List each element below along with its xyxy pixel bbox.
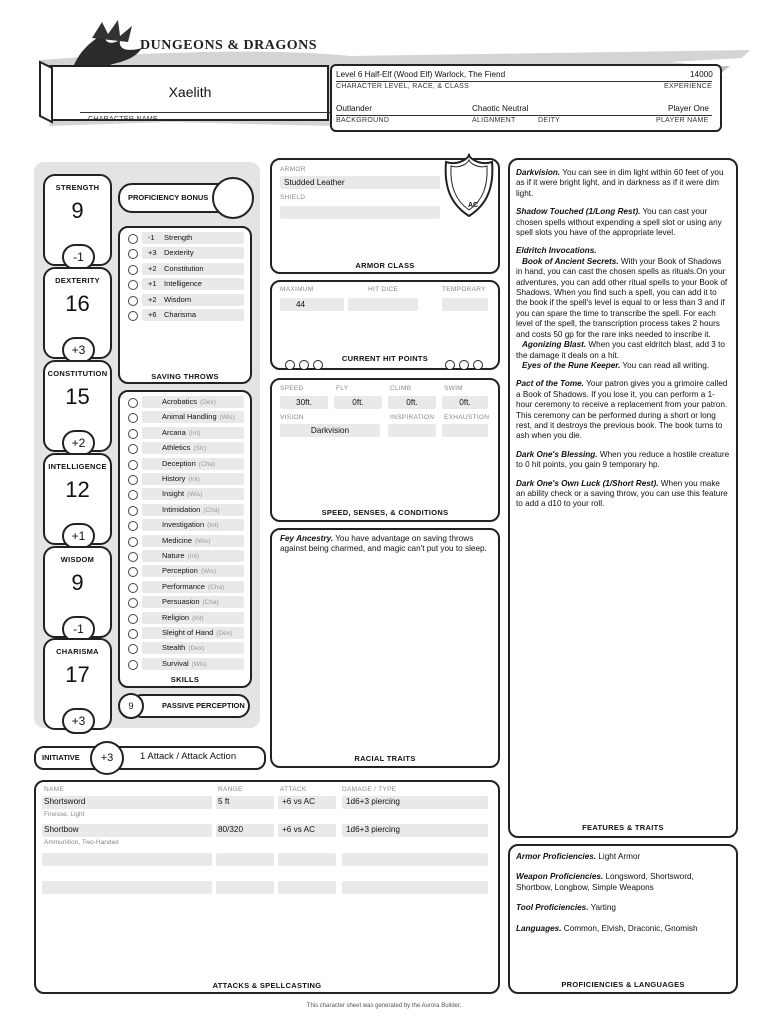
feature-text: With your Book of Shadows in hand, you can cast the chosen spells as rituals.On your adventures, you can add other ritual spells to your Book of Shadows. When you find such a spell, you can add it to the book if the spell's level is equal to or less than 3 and if you can spare the time to transcribe the spell. For each level of the spell, the transcription process takes 2 hours and costs 50 gp for the rare inks needed to inscribe it.	[516, 256, 728, 339]
attack-name[interactable]: Shortbow	[44, 825, 79, 834]
attack-name[interactable]	[42, 881, 212, 894]
attack-properties: Finesse, Light	[44, 811, 85, 818]
background-value[interactable]: Outlander	[336, 104, 372, 113]
exhaustion-label: EXHAUSTION	[444, 414, 490, 421]
feature-text: You can cast your chosen spells without expending a spell slot or using any spell slots you have of the appropriate level.	[516, 207, 722, 238]
proficiency-circle-icon[interactable]	[128, 644, 138, 654]
speed-title: SPEED, SENSES, & CONDITIONS	[321, 508, 449, 517]
skill-name: Survival	[162, 658, 189, 668]
armor-label: ARMOR	[280, 166, 306, 173]
racial-traits-title: RACIAL TRAITS	[354, 754, 416, 763]
inspiration-label: INSPIRATION	[390, 414, 435, 421]
skill-row[interactable]	[126, 580, 244, 593]
armor-class-title: ARMOR CLASS	[355, 261, 415, 270]
class-line[interactable]: Level 6 Half-Elf (Wood Elf) Warlock, The Fiend	[336, 70, 506, 79]
climb-value[interactable]: 0ft.	[388, 396, 436, 409]
skill-name: Arcana	[162, 427, 186, 437]
logo-text: DUNGEONS & DRAGONS	[140, 38, 318, 53]
ability-score[interactable]: 15	[65, 384, 90, 409]
ability-name: CONSTITUTION	[47, 369, 108, 378]
proficiency-bonus-label: PROFICIENCY BONUS	[128, 193, 209, 202]
proficiency-circle-icon[interactable]	[128, 567, 138, 577]
ability-intelligence	[43, 453, 112, 545]
vision-label: VISION	[280, 414, 304, 421]
saving-throws-panel	[118, 226, 252, 384]
ability-wisdom	[43, 546, 112, 638]
proficiency-circle-icon[interactable]	[128, 552, 138, 562]
skill-row[interactable]	[126, 564, 244, 577]
attack-header-damage: DAMAGE / TYPE	[342, 786, 397, 793]
max-hp-label: MAXIMUM	[280, 286, 314, 293]
ability-score[interactable]: 16	[65, 291, 90, 316]
attack-name[interactable]: Shortsword	[44, 797, 86, 806]
ability-modifier: +1	[62, 523, 95, 549]
proficiency-circle-icon[interactable]	[128, 398, 138, 408]
ability-dexterity	[43, 267, 112, 359]
shield-value[interactable]	[280, 206, 440, 219]
ability-strength	[43, 174, 112, 266]
shield-label: SHIELD	[280, 194, 306, 201]
skill-ability: (Dex)	[188, 645, 205, 653]
skill-row[interactable]	[126, 441, 244, 454]
feature-heading: Book of Ancient Secrets.	[522, 256, 619, 266]
ability-modifier: +3	[62, 337, 95, 363]
skill-name: Stealth	[162, 643, 186, 653]
proficiency-circle-icon[interactable]	[128, 460, 138, 470]
skill-row[interactable]	[126, 534, 244, 547]
exhaustion-value[interactable]	[442, 424, 488, 437]
initiative-value[interactable]: +3	[90, 741, 124, 775]
skill-row[interactable]	[126, 518, 244, 531]
skill-ability: (Wis)	[195, 537, 211, 545]
character-name-label: CHARACTER NAME	[88, 116, 158, 123]
vision-value[interactable]: Darkvision	[280, 424, 380, 437]
attack-bonus[interactable]	[278, 853, 336, 866]
skill-row[interactable]	[126, 457, 244, 470]
attack-damage[interactable]	[342, 881, 488, 894]
skill-ability: (Wis)	[200, 568, 217, 576]
armor-class-panel	[270, 158, 500, 274]
feature-text: You can read all writing.	[620, 360, 710, 370]
saving-throw-row[interactable]: +2 Wisdom	[126, 293, 244, 306]
proficiency-circle-icon[interactable]	[128, 265, 138, 275]
attack-header-range: RANGE	[218, 786, 243, 793]
character-name[interactable]: Xaelith	[168, 84, 212, 100]
ability-constitution	[43, 360, 112, 452]
skill-ability: (Str)	[193, 445, 206, 453]
experience-label: EXPERIENCE	[664, 83, 713, 90]
ability-name: STRENGTH	[55, 183, 100, 192]
proficiency-circle-icon[interactable]	[128, 429, 138, 439]
proficiency-text: Light Armor	[596, 852, 641, 861]
swim-label: SWIM	[444, 385, 463, 392]
proficiency-circle-icon[interactable]	[128, 475, 138, 485]
skill-ability: (Cha)	[203, 506, 220, 514]
skill-row[interactable]	[126, 410, 244, 423]
proficiency-heading: Armor Proficiencies.	[516, 852, 597, 861]
proficiency-bonus-value[interactable]	[212, 177, 254, 219]
speed-label: SPEED	[280, 385, 304, 392]
temp-hp-label: TEMPORARY	[442, 286, 486, 293]
ability-name: INTELLIGENCE	[48, 462, 107, 471]
speed-value[interactable]: 30ft.	[280, 396, 328, 409]
climb-label: CLIMB	[390, 385, 412, 392]
saving-throws-title: SAVING THROWS	[151, 372, 219, 381]
skill-ability: (Wis)	[219, 414, 235, 422]
ability-name: CHARISMA	[56, 647, 99, 656]
ability-score[interactable]: 9	[71, 570, 84, 595]
skill-name: Perception	[162, 566, 198, 576]
saving-throw-row[interactable]: +1 Intelligence	[126, 277, 244, 290]
hit-dice-label: HIT DICE	[368, 286, 399, 293]
feature-heading: Shadow Touched (1/Long Rest).	[516, 207, 641, 217]
ability-score[interactable]: 12	[65, 477, 90, 502]
skill-name: Religion	[162, 612, 190, 622]
skill-ability: (Cha)	[207, 583, 225, 591]
proficiency-circle-icon[interactable]	[128, 413, 138, 423]
death-save-failures-icon[interactable]	[444, 359, 486, 371]
shield-icon	[442, 152, 496, 220]
footer-note: This character sheet was generated by the Aurora Builder.	[306, 1003, 462, 1009]
skill-name: Sleight of Hand	[162, 628, 214, 637]
experience-value[interactable]: 14000	[690, 70, 713, 79]
skill-row[interactable]	[126, 657, 244, 670]
attack-bonus[interactable]: +6 vs AC	[282, 797, 315, 806]
attack-range[interactable]: 80/320	[218, 825, 244, 834]
skills-title: SKILLS	[170, 675, 200, 684]
deity-label: DEITY	[538, 117, 561, 124]
proficiency-text: Common, Elvish, Draconic, Gnomish	[561, 923, 698, 933]
inspiration-value[interactable]	[388, 424, 436, 437]
feature-heading: Eyes of the Rune Keeper.	[522, 360, 621, 370]
proficiencies-panel	[508, 844, 738, 994]
proficiency-circle-icon[interactable]	[128, 506, 138, 516]
alignment-value[interactable]: Chaotic Neutral	[472, 104, 529, 113]
skill-ability: (Dex)	[200, 399, 216, 406]
current-hp-title: CURRENT HIT POINTS	[341, 354, 429, 363]
ability-score[interactable]: 17	[65, 662, 90, 687]
background-label: BACKGROUND	[336, 117, 390, 124]
attack-range[interactable]	[216, 881, 274, 894]
max-hp-value[interactable]: 44	[280, 298, 344, 311]
proficiency-circle-icon[interactable]	[128, 598, 138, 608]
proficiency-circle-icon[interactable]	[128, 614, 138, 624]
skill-ability: (Dex)	[216, 630, 233, 637]
attack-bonus[interactable]	[278, 881, 336, 894]
armor-value[interactable]: Studded Leather	[280, 176, 440, 189]
feature-heading: Dark One's Own Luck (1/Short Rest).	[516, 478, 659, 488]
skill-row[interactable]	[126, 503, 244, 516]
speed-panel	[270, 378, 500, 522]
proficiency-circle-icon[interactable]	[128, 280, 138, 290]
hit-dice-value[interactable]	[348, 298, 418, 311]
proficiency-heading: Weapon Proficiencies.	[516, 872, 604, 882]
skill-row[interactable]	[126, 472, 244, 485]
feature-heading: Agonizing Blast.	[522, 340, 587, 350]
saving-throw-row[interactable]: +3 Dexterity	[126, 246, 244, 259]
skill-ability: (Int)	[187, 553, 200, 560]
proficiency-circle-icon[interactable]	[128, 629, 138, 639]
temp-hp-value[interactable]	[442, 298, 488, 311]
passive-perception-value[interactable]: 9	[118, 693, 144, 719]
skill-row[interactable]	[126, 395, 244, 408]
attack-damage[interactable]: 1d6+3 piercing	[346, 825, 400, 834]
attacks-per-action: 1 Attack / Attack Action	[140, 751, 237, 762]
proficiency-circle-icon[interactable]	[128, 583, 138, 593]
racial-trait-heading: Fey Ancestry.	[280, 534, 334, 543]
skill-name: Performance	[162, 581, 205, 591]
skill-ability: (Wis)	[191, 660, 207, 668]
player-name-label: PLAYER NAME	[656, 117, 709, 124]
skill-ability: (Cha)	[202, 599, 219, 607]
skill-row[interactable]	[126, 611, 244, 624]
class-label: CHARACTER LEVEL, RACE, & CLASS	[336, 83, 470, 90]
proficiency-circle-icon[interactable]	[128, 537, 138, 547]
features-title: FEATURES & TRAITS	[582, 823, 664, 832]
skill-ability: (Int)	[207, 522, 219, 530]
skill-name: Deception	[162, 458, 196, 468]
attack-properties: Ammunition, Two-Handed	[44, 839, 119, 846]
skill-name: Insight	[162, 489, 185, 499]
ability-modifier: -1	[62, 616, 95, 642]
fly-label: FLY	[336, 385, 349, 392]
proficiencies-title: PROFICIENCIES & LANGUAGES	[561, 980, 685, 989]
ac-label: AC	[468, 202, 479, 209]
proficiency-circle-icon[interactable]	[128, 234, 138, 244]
proficiency-heading: Tool Proficiencies.	[516, 903, 589, 913]
feature-heading: Darkvision.	[516, 168, 561, 177]
initiative-bar	[34, 746, 266, 770]
skill-row[interactable]	[126, 641, 244, 654]
proficiency-heading: Languages.	[516, 923, 562, 933]
saving-throw-row[interactable]: +6 Charisma	[126, 308, 244, 321]
saving-throw-row[interactable]: +2 Constitution	[126, 262, 244, 275]
fly-value[interactable]: 0ft.	[334, 396, 382, 409]
initiative-label: INITIATIVE	[42, 753, 80, 762]
racial-trait-text: You have advantage on saving throws against being charmed, and magic can't put you to sleep.	[280, 534, 487, 554]
skill-ability: (Int)	[192, 614, 204, 622]
feature-text: When you make an ability check or a saving throw, you can use this feature to add a d10 to your roll.	[516, 478, 728, 509]
skill-row[interactable]	[126, 595, 244, 608]
skill-name: Athletics	[162, 443, 191, 453]
attack-damage[interactable]: 1d6+3 piercing	[346, 797, 400, 806]
hit-points-panel	[270, 280, 500, 370]
passive-perception-label: PASSIVE PERCEPTION	[162, 701, 245, 710]
feature-text: Your patron gives you a grimoire called a Book of Shadows. If you lose it, you can perform a 1-hour ceremony to receive a replacement from your patron. This ceremony can be performed during a short or long rest, and it destroys the previous book. The book turns to ash when you die.	[516, 379, 728, 441]
death-save-successes-icon[interactable]	[284, 359, 326, 371]
features-panel	[508, 158, 738, 838]
ability-modifier: -1	[62, 244, 95, 270]
proficiency-text: Longsword, Shortsword, Shortbow, Longbow, Simple Weapons	[516, 872, 694, 892]
skill-name: Intimidation	[162, 504, 201, 514]
proficiency-circle-icon[interactable]	[128, 444, 138, 454]
feature-heading: Dark One's Blessing.	[516, 449, 598, 459]
skill-ability: (Int)	[188, 476, 200, 483]
attack-header-name: NAME	[44, 786, 64, 793]
skill-row[interactable]	[126, 626, 244, 639]
attack-range[interactable]	[216, 853, 274, 866]
skill-name: Medicine	[162, 535, 193, 545]
skill-row[interactable]	[126, 426, 244, 439]
skill-ability: (Wis)	[187, 491, 203, 499]
feature-text: When you reduce a hostile creature to 0 hit points, you gain 9 temporary hp.	[516, 449, 730, 470]
player-name-value[interactable]: Player One	[668, 104, 709, 113]
proficiency-circle-icon[interactable]	[128, 311, 138, 321]
skill-row[interactable]	[126, 549, 244, 562]
proficiency-circle-icon[interactable]	[128, 521, 138, 531]
attack-damage[interactable]	[342, 853, 488, 866]
skill-ability: (Cha)	[198, 460, 216, 468]
skills-panel	[118, 390, 252, 688]
feature-text: When you cast eldritch blast, add 3 to the damage it deals on a hit.	[516, 340, 725, 360]
swim-value[interactable]: 0ft.	[442, 396, 488, 409]
skill-name: Animal Handling	[162, 412, 217, 422]
proficiency-circle-icon[interactable]	[128, 660, 138, 670]
proficiency-circle-icon[interactable]	[128, 490, 138, 500]
attacks-panel	[34, 780, 500, 994]
proficiency-text: Yarting	[588, 903, 616, 913]
skill-name: Nature	[162, 551, 185, 560]
feature-heading: Pact of the Tome.	[516, 379, 584, 389]
ability-name: DEXTERITY	[55, 276, 100, 285]
saving-throw-row[interactable]: -1 Strength	[126, 231, 244, 244]
skill-name: Acrobatics	[162, 397, 198, 406]
ability-name: WISDOM	[60, 555, 95, 564]
skill-name: History	[162, 474, 186, 483]
attack-bonus[interactable]: +6 vs AC	[282, 825, 315, 834]
feature-text: You can see in dim light within 60 feet of you as if it were bright light, and in darkness as if it were dim light.	[516, 168, 724, 198]
proficiency-circle-icon[interactable]	[128, 249, 138, 259]
skill-row[interactable]	[126, 487, 244, 500]
attack-header-attack: ATTACK	[280, 786, 307, 793]
feature-heading: Eldritch Invocations.	[516, 246, 597, 256]
ability-score[interactable]: 9	[71, 198, 84, 223]
skill-name: Investigation	[162, 520, 205, 530]
racial-traits-panel	[270, 528, 500, 768]
passive-perception-box	[130, 694, 250, 718]
skill-name: Persuasion	[162, 597, 200, 607]
ability-modifier: +3	[62, 708, 95, 734]
ability-modifier: +2	[62, 430, 95, 456]
skill-ability: (Int)	[188, 429, 201, 437]
proficiency-circle-icon[interactable]	[128, 296, 138, 306]
attack-name[interactable]	[42, 853, 212, 866]
ability-charisma	[43, 638, 112, 730]
attacks-title: ATTACKS & SPELLCASTING	[212, 981, 322, 990]
alignment-label: ALIGNMENT	[472, 117, 516, 124]
attack-range[interactable]: 5 ft	[218, 797, 230, 806]
